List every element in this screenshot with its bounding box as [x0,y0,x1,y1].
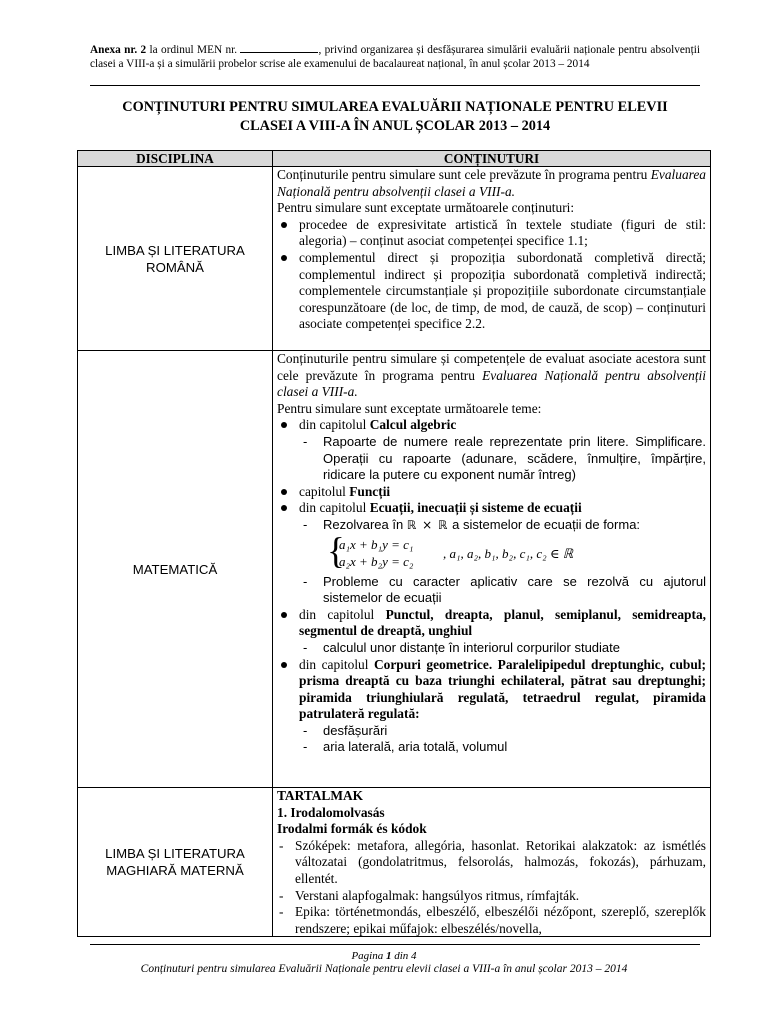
math-exceptions-list-4 [277,657,706,723]
b2-chapter: Funcții [349,483,391,499]
hungarian-items [277,838,706,936]
order-number-blank [240,42,318,53]
table-row-hungarian [78,788,711,937]
b5-prefix: din capitolul [299,656,369,672]
b3-sub1-after: a sistemelor de ecuații de forma: [452,516,641,532]
list-item [277,657,706,723]
header-discipline: DISCIPLINA [78,151,273,167]
page-total: 4 [411,950,417,962]
annex-text-after: , privind organizarea și desfășurarea simulării evaluării naționale pentru absolvenții clasei a VIII-a și a simulării probelor scrise ale examenului de bacalaureat național, în anul școlar 2013 – 2014 [90,44,701,70]
equation-parameters: , a₁, a₂, b₁, b₂, c₁, c₂ ∈ ℝ [443,545,574,561]
romanian-intro-italic: Evaluarea Națională pentru absolvenții clasei a VIII-a. [277,167,707,199]
hungarian-subsection: Irodalmi formák és kódok [277,821,427,837]
math-exceptions-list-3 [277,607,706,640]
list-item: - desfășurări [277,723,706,740]
table-row-romanian [78,167,711,351]
b4-chapter: Punctul, dreapta, planul, semiplanul, semidreapta, segmentul de dreaptă, unghiul [299,606,706,639]
math-intro [277,351,706,401]
b1-subitems [277,434,706,484]
b4-subitems [277,640,706,657]
b4-prefix: din capitolul [299,606,375,622]
footer-divider [90,944,700,945]
math-intro-text: Conținuturile pentru simulare și competențele de evaluat asociate acestora sunt cele prevăzute în programa pentru [277,351,706,383]
header-contents: CONȚINUTURI [273,151,711,167]
table-row-math [78,351,711,788]
math-exceptions-list-2 [277,484,706,517]
page-middle: din [394,950,409,962]
page-counter [0,950,768,962]
b2-prefix: capitolul [299,483,346,499]
page-prefix: Pagina [351,950,384,962]
list-item: - aria laterală, aria totală, volumul [277,739,706,756]
annex-text-before: la ordinul MEN nr. [149,44,238,56]
romanian-exceptions-intro: Pentru simulare sunt exceptate următoarele conținuturi: [277,200,575,216]
list-item [277,607,706,640]
header-divider [90,85,700,86]
b3-sub1-before: Rezolvarea în [323,516,404,532]
math-exceptions-intro: Pentru simulare sunt exceptate următoarele teme: [277,400,542,416]
list-item [277,417,706,434]
contents-romanian [273,167,711,351]
footer-document-title: Conținuturi pentru simularea Evaluării Naționale pentru elevii clasei a VIII-a în anul școlar 2013 – 2014 [140,963,628,975]
discipline-hungarian: LIMBA ȘI LITERATURA MAGHIARĂ MATERNĂ [78,788,273,937]
contents-math [273,351,711,788]
title-line-2: CLASEI A VIII-A ÎN ANUL ȘCOLAR 2013 – 2014 [239,118,551,134]
romanian-exceptions-list [277,217,706,333]
page-number: 1 [385,950,392,962]
contents-hungarian [273,788,711,937]
page-title [80,98,710,136]
discipline-romanian: LIMBA ȘI LITERATURA ROMÂNĂ [78,167,273,351]
list-item: - Verstani alapfogalmak: hangsúlyos ritmus, rímfajták. [277,888,706,905]
hungarian-clip [277,788,706,936]
list-item: - Epika: történetmondás, elbeszélő, elbeszélői nézőpont, szereplő, szereplők rendszere; epikai műfajok: elbeszélés/novella, [277,904,706,936]
left-brace-icon: { [327,530,345,572]
list-item: - Szóképek: metafora, allegória, hasonlat. Retorikai alakzatok: az ismétlés változatai (gondolatritmus, felsorolás, halmozás, fokozás), párhuzam, ellentét. [277,838,706,888]
b1-chapter: Calcul algebric [369,417,457,433]
list-item [277,500,706,517]
b3-chapter: Ecuații, inecuații și sisteme de ecuații [369,500,582,516]
romanian-intro-text: Conținuturile pentru simulare sunt cele prevăzute în programa pentru [277,167,648,182]
list-item: procedee de expresivitate artistică în textele studiate (figuri de stil: alegoria) – conținut asociat competenței specifice 1.1; [277,217,706,250]
list-item: - calculul unor distanțe în interiorul corpurilor studiate [277,640,706,657]
annex-note [90,42,700,71]
math-exceptions-list [277,417,706,434]
equation-system [327,530,706,573]
b5-subitems [277,723,706,756]
equation-1: a₁x + b₁y = c₁ [339,536,414,552]
equation-2: a₂x + b₂y = c₂ [339,553,414,569]
b3-prefix: din capitolul [299,500,367,516]
list-item: - Probleme cu caracter aplicativ care se rezolvă cu ajutorul sistemelor de ecuații [277,574,706,607]
romanian-intro [277,167,706,200]
contents-table [77,150,711,937]
hungarian-heading: TARTALMAK [277,788,364,803]
b1-prefix: din capitolul [299,417,367,433]
list-item [277,484,706,501]
hungarian-section: 1. Irodalomolvasás [277,804,385,820]
title-line-1: CONȚINUTURI PENTRU SIMULAREA EVALUĂRII NAȚIONALE PENTRU ELEVII [122,99,668,115]
list-item: - Rapoarte de numere reale reprezentate prin litere. Simplificare. Operații cu rapoarte (adunare, scădere, înmulțire, împărțire, ridicare la putere cu exponent număr întreg) [277,434,706,484]
table-header-row [78,151,711,167]
math-intro-italic: Evaluarea Națională pentru absolvenții clasei a VIII-a. [277,367,706,400]
list-item: complementul direct și propoziția subordonată completivă directă; complementul indirect și propoziția subordonată completivă indirectă; complementele circumstanțiale și propozițiile subordonate circumstanțiale corespunzătoare (de loc, de timp, de mod, de cauză, de scop) – conținuturi asociate competenței specifice 2.2. [277,250,706,333]
discipline-math: MATEMATICĂ [78,351,273,788]
b3-subitems-2 [277,574,706,607]
b5-chapter: Corpuri geometrice. Paralelipipedul dreptunghic, cubul; prisma dreaptă cu baza triunghi echilateral, pătrat sau dreptunghi; piramida triunghiulară regulată, tetraedrul regulat, piramida patrulateră regulată: [299,656,706,722]
real-set-product: ℝ × ℝ [406,517,449,532]
annex-label: Anexa nr. 2 [90,44,147,56]
